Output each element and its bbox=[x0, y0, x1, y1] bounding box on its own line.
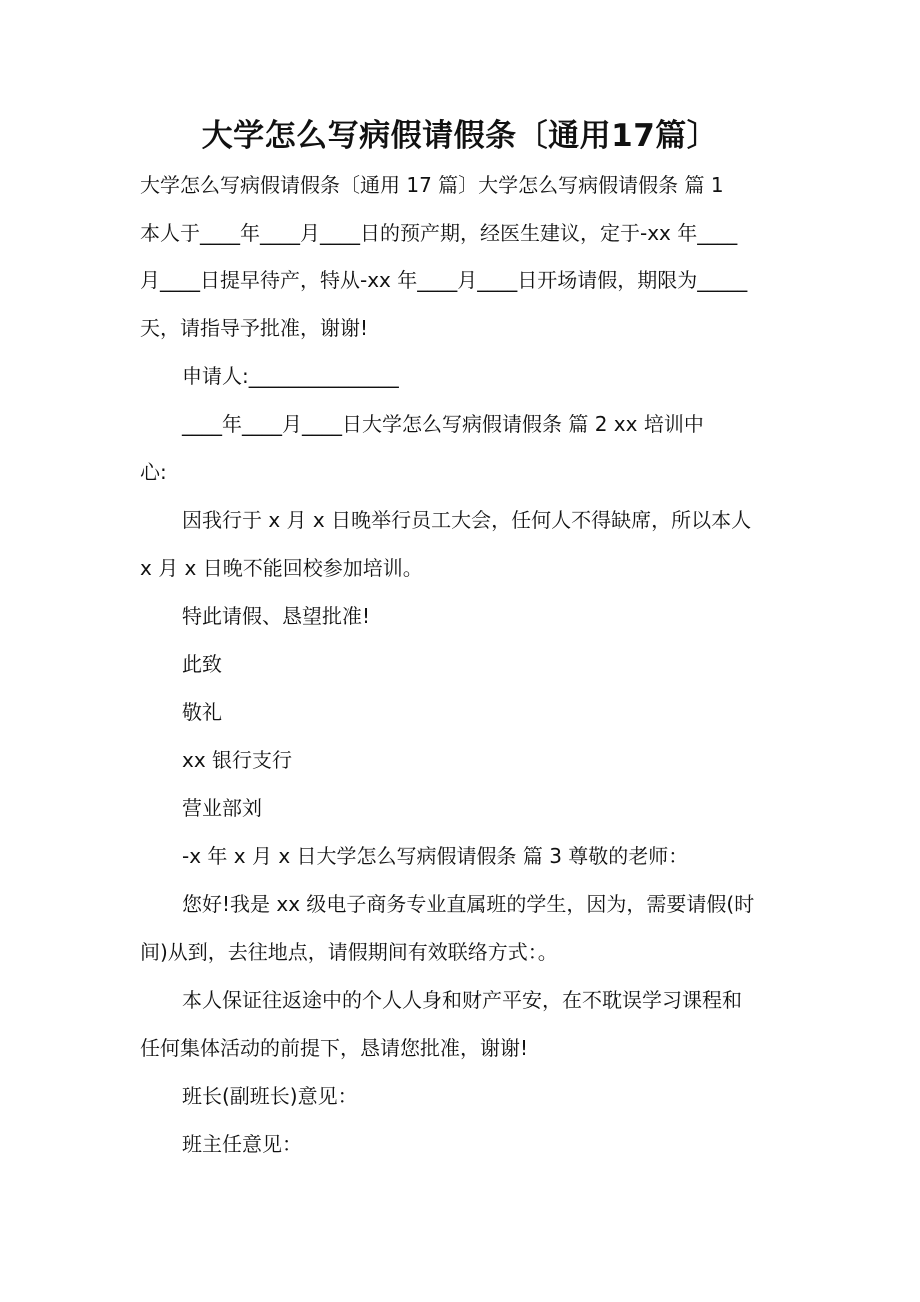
line-15: -x 年 x 月 x 日大学怎么写病假请假条 篇 3 尊敬的老师： bbox=[182, 844, 689, 868]
line-4: 天，请指导予批准，谢谢! bbox=[140, 316, 369, 340]
line-21: 班主任意见： bbox=[182, 1132, 302, 1156]
line-7: 心: bbox=[140, 460, 167, 484]
line-11: 此致 bbox=[182, 652, 222, 676]
line-20: 班长(副班长)意见： bbox=[182, 1084, 358, 1108]
line-12: 敬礼 bbox=[182, 700, 222, 724]
line-14: 营业部刘 bbox=[182, 796, 262, 820]
line-3: 月____日提早待产，特从-xx 年____月____日开场请假，期限为_____ bbox=[140, 268, 748, 292]
line-17: 间)从到，去往地点，请假期间有效联络方式：。 bbox=[140, 940, 558, 964]
line-1: 大学怎么写病假请假条〔通用 17 篇〕大学怎么写病假请假条 篇 1 bbox=[140, 173, 724, 197]
line-16: 您好!我是 xx 级电子商务专业直属班的学生，因为，需要请假(时 bbox=[182, 892, 755, 916]
line-2: 本人于____年____月____日的预产期，经医生建议，定于-xx 年____ bbox=[140, 221, 738, 245]
line-8: 因我行于 x 月 x 日晚举行员工大会，任何人不得缺席，所以本人 bbox=[182, 508, 752, 532]
line-10: 特此请假、恳望批准! bbox=[182, 604, 371, 628]
line-6: ____年____月____日大学怎么写病假请假条 篇 2 xx 培训中 bbox=[182, 412, 704, 436]
line-19: 任何集体活动的前提下，恳请您批准，谢谢! bbox=[140, 1036, 529, 1060]
line-9: x 月 x 日晚不能回校参加培训。 bbox=[140, 556, 423, 580]
document-title: 大学怎么写病假请假条〔通用17篇〕 bbox=[201, 118, 719, 154]
line-18: 本人保证往返途中的个人人身和财产平安，在不耽误学习课程和 bbox=[182, 988, 742, 1012]
line-5: 申请人:_______________ bbox=[182, 364, 399, 388]
line-13: xx 银行支行 bbox=[182, 748, 293, 772]
